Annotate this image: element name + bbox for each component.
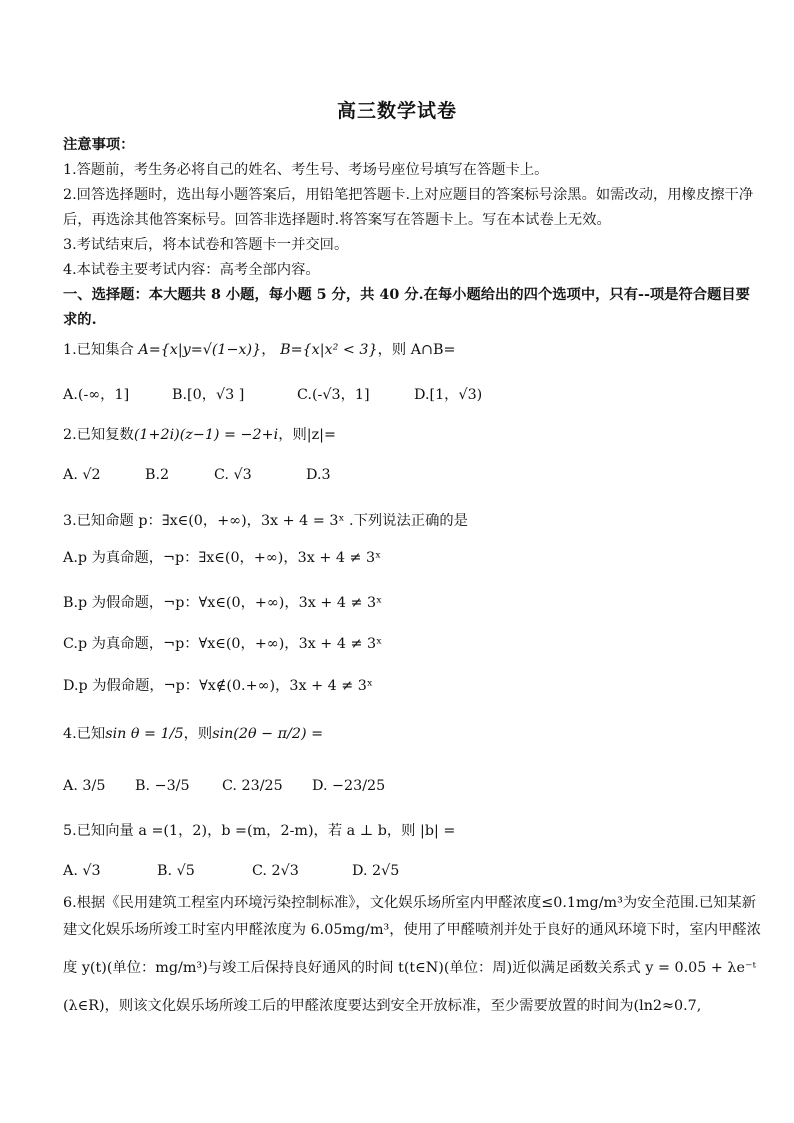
set-b-expression: B={x|x² < 3} (280, 342, 378, 358)
sine-condition: sin θ = 1/5 (105, 726, 184, 742)
section-heading-cont: 求的. (63, 312, 97, 328)
notice-item: 2.回答选择题时，选出每小题答案后，用铅笔把答题卡.上对应题目的答案标号涂黑。如需改动，用橡皮擦干净 (63, 187, 754, 203)
notice-item: 3.考试结束后，将本试卷和答题卡一并交回。 (63, 237, 349, 253)
q4-option-d: D. −23/25 (312, 778, 386, 794)
section-heading: 一、选择题：本大题共 8 小题，每小题 5 分，共 40 分.在每小题给出的四个选项中，只有--项是符合题目要 (63, 287, 750, 303)
q4-option-a: A. 3/5 (63, 778, 106, 794)
q2-option-c: C. √3 (214, 467, 252, 483)
notice-item: 1.答题前，考生务必将自己的姓名、考生号、考场号座位号填写在答题卡上。 (63, 162, 549, 178)
notice-item: 4.本试卷主要考试内容：高考全部内容。 (63, 262, 320, 278)
question-4-stem: 4.已知sin θ = 1/5，则sin(2θ − π/2) = (63, 726, 324, 742)
notice-heading: 注意事项： (63, 137, 135, 153)
q5-option-a: A. √3 (63, 863, 101, 879)
q3-option-b: B.p 为假命题，¬p：∀x∈(0，+∞)，3x + 4 ≠ 3ˣ (63, 595, 383, 611)
sine-expression: sin(2θ − π/2) = (212, 726, 324, 742)
question-5-stem: 5.已知向量 a =(1，2)，b =(m，2-m)，若 a ⊥ b，则 |b| = (63, 823, 456, 839)
q3-option-c: C.p 为真命题，¬p：∀x∈(0，+∞)，3x + 4 ≠ 3ˣ (63, 636, 383, 652)
complex-equation: (1+2i)(z−1) = −2+i (133, 427, 279, 443)
q1-option-c: C.(-√3，1] (297, 387, 370, 403)
q2-option-a: A. √2 (63, 467, 101, 483)
q4-option-c: C. 23/25 (222, 778, 283, 794)
q1-option-b: B.[0，√3 ] (172, 387, 245, 403)
question-6-line: 度 y(t)(单位：mg/m³)与竣工后保持良好通风的时间 t(t∈N)(单位：周)近似满足函数关系式 y = 0.05 + λe⁻ᵗ (63, 960, 757, 976)
q1-option-a: A.(-∞，1] (63, 387, 130, 403)
question-6-line: (λ∈R)，则该文化娱乐场所竣工后的甲醛浓度要达到安全开放标准，至少需要放置的时间为(ln2≈0.7, (63, 998, 702, 1014)
q4-option-b: B. −3/5 (135, 778, 190, 794)
question-6-line: 建文化娱乐场所竣工时室内甲醛浓度为 6.05mg/m³，使用了甲醛喷剂并处于良好的通风环境下时，室内甲醛浓 (63, 922, 761, 938)
q2-option-b: B.2 (145, 467, 170, 483)
q5-option-d: D. 2√5 (352, 863, 400, 879)
page-title: 高三数学试卷 (336, 100, 457, 122)
question-6-line: 6.根据《民用建筑工程室内环境污染控制标准》，文化娱乐场所室内甲醛浓度≤0.1mg/m³为安全范围.已知某新 (63, 895, 757, 911)
q3-option-a: A.p 为真命题，¬p：∃x∈(0，+∞)，3x + 4 ≠ 3ˣ (63, 550, 382, 566)
question-2-stem: 2.已知复数(1+2i)(z−1) = −2+i，则|z|= (63, 427, 336, 443)
notice-item: 后，再选涂其他答案标号。回答非选择题时.将答案写在答题卡上。写在本试卷上无效。 (63, 212, 611, 228)
q5-option-c: C. 2√3 (252, 863, 299, 879)
q3-option-d: D.p 为假命题，¬p：∀x∉(0.+∞)，3x + 4 ≠ 3ˣ (63, 678, 373, 694)
question-1-stem: 1.已知集合 A={x|y=√(1−x)}， B={x|x² < 3}，则 A∩B= (63, 342, 456, 358)
q1-option-d: D.[1，√3) (414, 387, 483, 403)
q2-option-d: D.3 (306, 467, 331, 483)
question-3-stem: 3.已知命题 p：∃x∈(0，+∞)，3x + 4 = 3ˣ .下列说法正确的是 (63, 513, 468, 529)
q5-option-b: B. √5 (157, 863, 195, 879)
set-a-expression: A={x|y=√(1−x)} (138, 342, 262, 358)
